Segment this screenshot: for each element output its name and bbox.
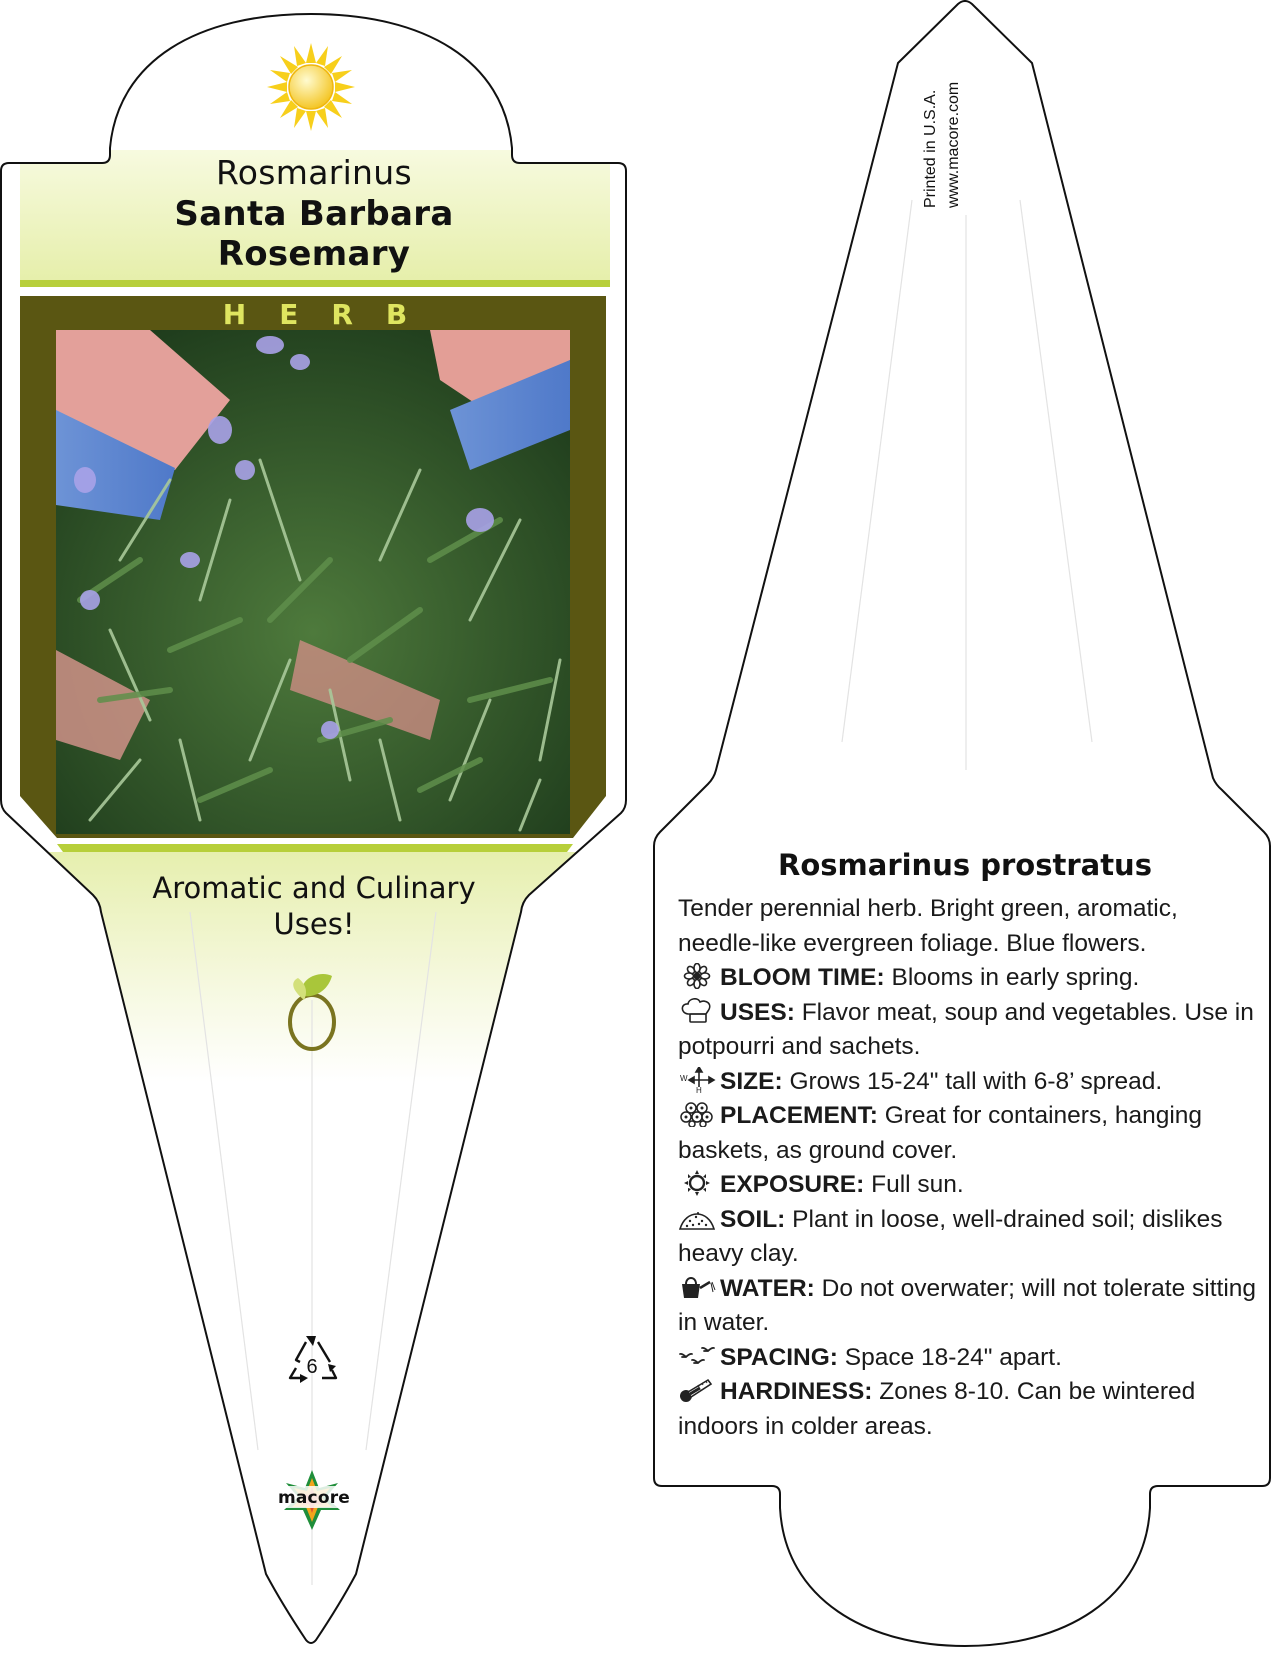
plant-category: HERB bbox=[222, 298, 441, 331]
watering-can-icon bbox=[678, 1274, 716, 1300]
sun-icon bbox=[678, 1170, 716, 1196]
care-bloom-time: BLOOM TIME: Blooms in early spring. bbox=[678, 961, 1258, 996]
care-uses: USES: Flavor meat, soup and vegetables. Use in potpourri and sachets. bbox=[678, 998, 1254, 1060]
care-hardiness: HARDINESS: Zones 8-10. Can be wintered indoors in colder areas. bbox=[678, 1378, 1196, 1440]
bottom-rule bbox=[57, 844, 573, 852]
plant-common-name: Rosemary bbox=[217, 234, 411, 274]
care-spacing: SPACING: Space 18-24" apart. bbox=[678, 1341, 1258, 1376]
plant-photo bbox=[56, 330, 570, 834]
seedlings-icon bbox=[678, 1343, 716, 1369]
flower-icon bbox=[678, 963, 716, 989]
description: Tender perennial herb. Bright green, aromatic, needle-like evergreen foliage. Blue flowers. bbox=[678, 895, 1178, 957]
care-instructions bbox=[678, 892, 1258, 1444]
size-arrows-icon bbox=[678, 1067, 716, 1093]
brand-name: macore bbox=[277, 1488, 351, 1508]
chef-hat-icon bbox=[678, 998, 716, 1024]
website: www.macore.com bbox=[945, 81, 962, 208]
svg-text:H: H bbox=[696, 1085, 702, 1093]
care-size: W H SIZE: Grows 15-24" tall with 6-8’ spread. bbox=[680, 1067, 1163, 1095]
plant-variety: Santa Barbara bbox=[174, 194, 454, 234]
botanical-name: Rosmarinus prostratus bbox=[778, 848, 1152, 882]
care-exposure: EXPOSURE: Full sun. bbox=[678, 1168, 1258, 1203]
thermometer-icon bbox=[678, 1377, 716, 1403]
care-soil: SOIL: Plant in loose, well-drained soil; dislikes heavy clay. bbox=[678, 1205, 1223, 1267]
tagline: Aromatic and Culinary Uses! bbox=[152, 871, 476, 941]
print-note bbox=[919, 82, 965, 208]
flower-cluster-icon bbox=[678, 1101, 716, 1127]
care-water: WATER: Do not overwater; will not tolerate sitting in water. bbox=[678, 1274, 1257, 1336]
soil-mound-icon bbox=[678, 1205, 716, 1231]
recycle-code: 6 bbox=[306, 1356, 318, 1378]
svg-text:W: W bbox=[680, 1073, 688, 1083]
sun-icon bbox=[267, 43, 355, 131]
care-placement: PLACEMENT: Great for containers, hanging baskets, as ground cover. bbox=[678, 1102, 1203, 1164]
printed-in: Printed in U.S.A. bbox=[922, 89, 939, 208]
plant-genus: Rosmarinus bbox=[216, 153, 412, 192]
top-rule bbox=[20, 280, 610, 287]
